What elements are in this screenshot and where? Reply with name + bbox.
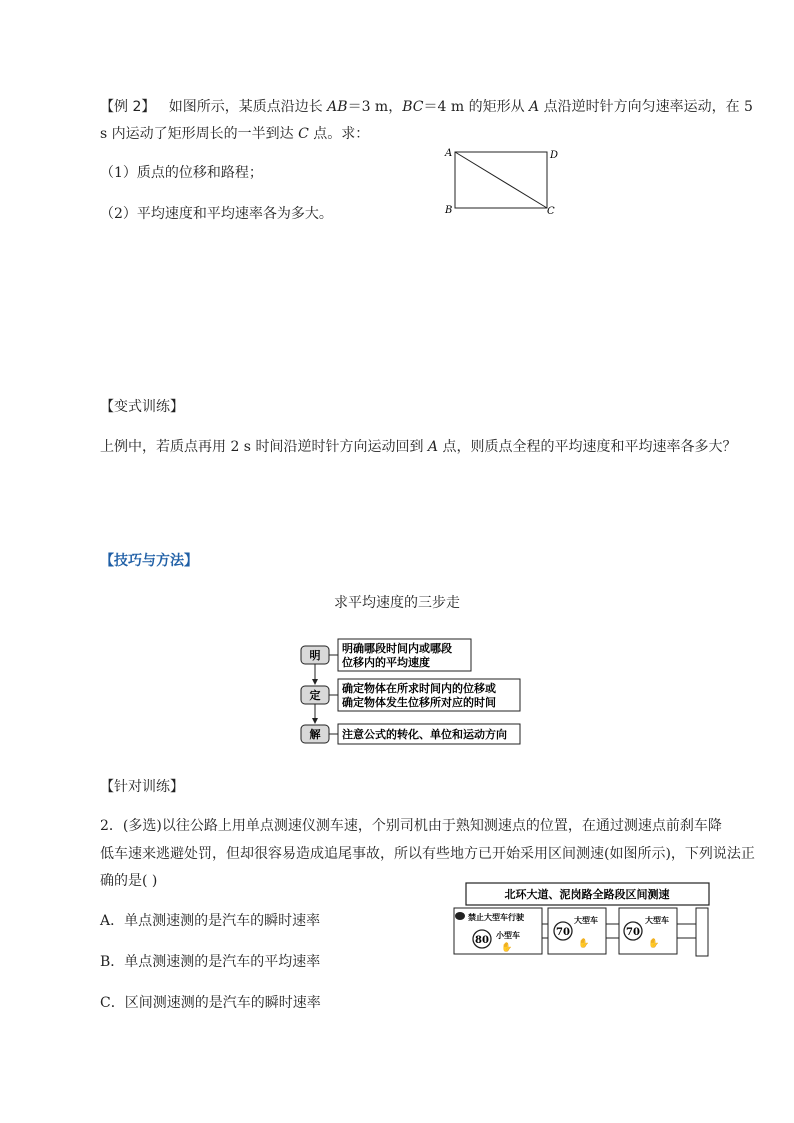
sign-post [696, 908, 708, 956]
option-letter: A． [100, 913, 125, 929]
point-a-text: A [427, 439, 439, 455]
option-text: 单点测速测的是汽车的平均速率 [124, 954, 321, 970]
hand-icon-3: ✋ [648, 939, 660, 949]
ban-text: 禁止大型车行驶 [468, 912, 524, 922]
step-1-line2: 位移内的平均速度 [342, 656, 430, 669]
variant-text [100, 436, 736, 456]
step-3-key: 解 [309, 728, 321, 741]
example-line-1 [100, 96, 753, 116]
example-text-cont: 点沿逆时针方向匀速率运动，在 5 [539, 99, 753, 115]
flow-diagram [296, 636, 532, 748]
label-d: D [550, 150, 559, 161]
point-c-text: C [298, 126, 309, 142]
question-2-line-2: 低车速来逃避处罚，但却很容易造成追尾事故，所以有些地方已开始采用区间测速(如图所示)，下列说法正 [100, 846, 755, 862]
option-c [100, 992, 321, 1012]
practice-heading: 【针对训练】 [100, 779, 184, 795]
bc-label: BC [402, 99, 424, 115]
example-text: s 内运动了矩形周长的一半到达 [100, 126, 299, 142]
option-a [100, 910, 320, 930]
step-1-line1: 明确哪段时间内或哪段 [342, 642, 452, 655]
question-1: （1）质点的位移和路程； [100, 165, 263, 181]
no-truck-icon [455, 912, 465, 920]
sign-title: 北环大道、泥岗路全路段区间测速 [504, 888, 670, 901]
point-a-text: A [529, 99, 540, 115]
question-2-line-1: 2．(多选)以往公路上用单点测速仪测车速，个别司机由于熟知测速点的位置，在通过测速点前刹车降 [100, 818, 722, 834]
speed-limit-3: 70 [626, 927, 640, 938]
step-3-line1: 注意公式的转化、单位和运动方向 [342, 728, 507, 741]
speed-limit-1: 80 [475, 935, 489, 946]
example-line-2 [100, 123, 369, 143]
vehicle-type-3: 大型车 [645, 915, 669, 925]
step-2-key: 定 [309, 689, 321, 702]
flow-title: 求平均速度的三步走 [334, 595, 460, 611]
option-letter: B． [100, 954, 125, 970]
variant-text-b: 点，则质点全程的平均速度和平均速率各多大？ [438, 439, 737, 455]
ab-value: ＝3 m， [347, 99, 403, 115]
label-b: B [445, 205, 453, 216]
label-a: A [445, 148, 453, 159]
option-letter: C． [100, 995, 125, 1011]
speed-limit-2: 70 [556, 927, 570, 938]
step-2-line2: 确定物体发生位移所对应的时间 [342, 696, 496, 709]
step-1-key: 明 [309, 649, 321, 662]
vehicle-type-2: 大型车 [574, 915, 598, 925]
question-2-line-3: 确的是( ) [100, 873, 158, 889]
example-tag: 【例 2】 [100, 99, 156, 115]
rectangle-figure [440, 142, 565, 220]
example-text-cont: 点。求： [308, 126, 370, 142]
hand-icon-1: ✋ [501, 943, 513, 953]
option-text: 区间测速测的是汽车的瞬时速率 [124, 995, 321, 1011]
tips-heading: 【技巧与方法】 [100, 553, 198, 569]
question-2: （2）平均速度和平均速率各为多大。 [100, 206, 333, 222]
variant-heading: 【变式训练】 [100, 399, 184, 415]
option-b [100, 951, 320, 971]
step-2-line1: 确定物体在所求时间内的位移或 [342, 682, 496, 695]
label-c: C [547, 206, 555, 217]
bc-value: ＝4 m 的矩形从 [423, 99, 530, 115]
speed-zone-sign [446, 880, 716, 960]
variant-text-a: 上例中，若质点再用 2 s 时间沿逆时针方向运动回到 [100, 439, 428, 455]
vehicle-type-1: 小型车 [496, 930, 520, 940]
ab-label: AB [327, 99, 348, 115]
hand-icon-2: ✋ [578, 939, 590, 949]
option-text: 单点测速测的是汽车的瞬时速率 [124, 913, 321, 929]
diagonal-ac [455, 152, 547, 208]
example-text: 如图所示，某质点沿边长 [168, 99, 328, 115]
